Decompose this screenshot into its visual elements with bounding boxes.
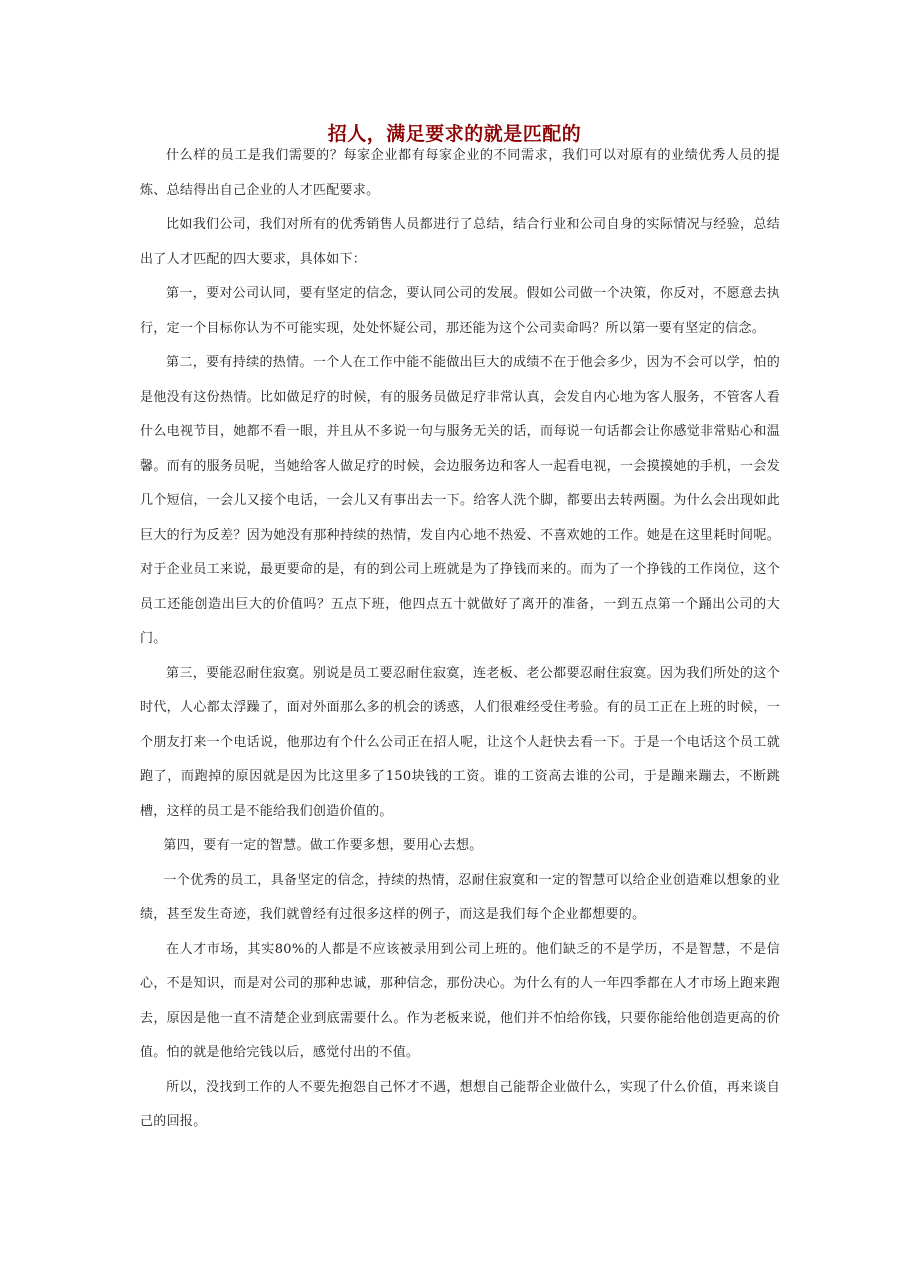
paragraph-company-summary: 比如我们公司，我们对所有的优秀销售人员都进行了总结，结合行业和公司自身的实际情况与经验，总结出了人才匹配的四大要求，具体如下： [140, 217, 780, 267]
paragraph-talent-market: 在人才市场，其实80%的人都是不应该被录用到公司上班的。他们缺乏的不是学历，不是智慧，不是信心，不是知识，而是对公司的那种忠诚，那种信念，那份决心。为什么有的人一年四季都在人才市场上跑来跑去，原因是他一直不清楚企业到底需要什么。作为老板来说，他们并不怕给你钱，只要你能给他创造更高的价值。怕的就是他给完钱以后，感觉付出的不值。 [140, 941, 780, 1060]
paragraph-excellent-employee: 一个优秀的员工，具备坚定的信念，持续的热情，忍耐住寂寞和一定的智慧可以给企业创造难以想象的业绩，甚至发生奇迹，我们就曾经有过很多这样的例子，而这是我们每个企业都想要的。 [140, 872, 780, 922]
article-body [140, 139, 780, 1140]
paragraph-conclusion: 所以，没找到工作的人不要先抱怨自己怀才不遇，想想自己能帮企业做什么，实现了什么价值，再来谈自己的回报。 [140, 1079, 780, 1129]
paragraph-requirement-4: 第四，要有一定的智慧。做工作要多想，要用心去想。 [163, 838, 483, 853]
paragraph-requirement-3: 第三，要能忍耐住寂寞。别说是员工要忍耐住寂寞，连老板、老公都要忍耐住寂寞。因为我们所处的这个时代，人心都太浮躁了，面对外面那么多的机会的诱惑，人们很难经受住考验。有的员工正在上班的时候，一个朋友打来一个电话说，他那边有个什么公司正在招人呢，让这个人赶快去看一下。于是一个电话这个员工就跑了，而跑掉的原因就是因为比这里多了150块钱的工资。谁的工资高去谁的公司，于是蹦来蹦去，不断跳槽，这样的员工是不能给我们创造价值的。 [140, 665, 780, 819]
paragraph-intro: 什么样的员工是我们需要的？每家企业都有每家企业的不同需求，我们可以对原有的业绩优秀人员的提炼、总结得出自己企业的人才匹配要求。 [140, 148, 780, 198]
paragraph-requirement-2: 第二，要有持续的热情。一个人在工作中能不能做出巨大的成绩不在于他会多少，因为不会可以学，怕的是他没有这份热情。比如做足疗的时候，有的服务员做足疗非常认真，会发自内心地为客人服务，不管客人看什么电视节目，她都不看一眼，并且从不多说一句与服务无关的话，而每说一句话都会让你感觉非常贴心和温馨。而有的服务员呢，当她给客人做足疗的时候，会边服务边和客人一起看电视，一会摸摸她的手机，一会发几个短信，一会儿又接个电话，一会儿又有事出去一下。给客人洗个脚，都要出去转两圈。为什么会出现如此巨大的行为反差？因为她没有那种持续的热情，发自内心地不热爱、不喜欢她的工作。她是在这里耗时间呢。对于企业员工来说，最更要命的是，有的到公司上班就是为了挣钱而来的。而为了一个挣钱的工作岗位，这个员工还能创造出巨大的价值吗？五点下班，他四点五十就做好了离开的准备，一到五点第一个踊出公司的大门。 [140, 355, 780, 646]
paragraph-requirement-1: 第一，要对公司认同，要有坚定的信念，要认同公司的发展。假如公司做一个决策，你反对，不愿意去执行，定一个目标你认为不可能实现，处处怀疑公司，那还能为这个公司卖命吗？所以第一要有坚定的信念。 [140, 286, 780, 336]
page-title: 招人，满足要求的就是匹配的 [327, 123, 582, 145]
